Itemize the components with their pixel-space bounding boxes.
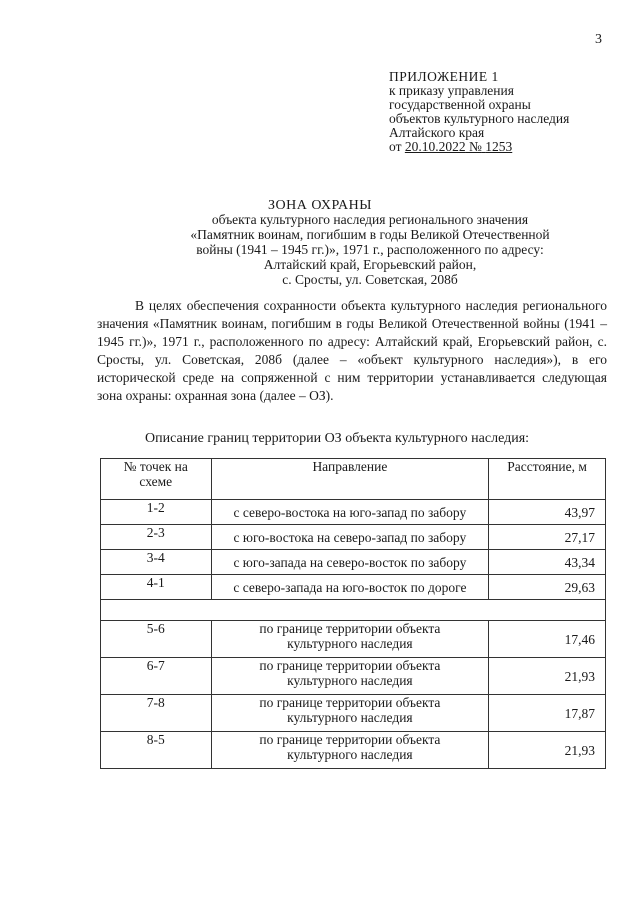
cell-points: 1-2 [101,500,212,525]
cell-direction: с юго-запада на северо-восток по забору [211,550,489,575]
cell-distance: 17,87 [489,695,606,732]
zone-subtitle [150,212,590,287]
appendix-line: к приказу управления [389,83,514,98]
appendix-title: ПРИЛОЖЕНИЕ 1 [389,69,499,84]
header-points [101,459,212,500]
direction-line: культурного наследия [287,673,413,688]
cell-distance: 43,34 [489,550,606,575]
appendix-date-line [389,140,569,154]
cell-direction [211,658,489,695]
appendix-line: Алтайского края [389,125,485,140]
direction-line: по границе территории объекта [259,621,441,636]
table-row [101,500,606,525]
table-row [101,658,606,695]
table-row [101,732,606,769]
cell-points: 8-5 [101,732,212,769]
cell-points: 2-3 [101,525,212,550]
cell-points: 5-6 [101,621,212,658]
table-row [101,525,606,550]
direction-line: по границе территории объекта [259,658,441,673]
appendix-block [389,70,569,154]
page-number: 3 [595,32,602,47]
cell-points: 4-1 [101,575,212,600]
cell-distance: 27,17 [489,525,606,550]
cell-distance: 17,46 [489,621,606,658]
zone-subtitle-line: «Памятник воинам, погибшим в годы Великой Отечественной [190,227,550,242]
table-separator-row [101,600,606,621]
header-points-line: № точек на [123,459,188,474]
cell-points: 6-7 [101,658,212,695]
date-prefix: от [389,139,402,154]
zone-title: ЗОНА ОХРАНЫ [268,198,372,213]
appendix-line: объектов культурного наследия [389,111,570,126]
table-row [101,695,606,732]
cell-points: 3-4 [101,550,212,575]
cell-direction: с юго-востока на северо-запад по забору [211,525,489,550]
body-paragraph: В целях обеспечения сохранности объекта культурного наследия регионального значения «Памятник воинам, погибшим в годы Великой Отечественной войны (1941 – 1945 гг.)», 1971 г., расположенного по адресу: Алтайский край, Егорьевский район, с. Сросты, ул. Советская, 208б (далее – «объект культурного наследия»), в его исторической среде на сопряженной с ним территории устанавливается следующая зона охраны: охранная зона (далее – ОЗ). [97,298,607,403]
cell-distance: 21,93 [489,732,606,769]
table-row [101,550,606,575]
direction-line: по границе территории объекта [259,695,441,710]
direction-line: культурного наследия [287,747,413,762]
cell-direction [211,695,489,732]
direction-line: культурного наследия [287,710,413,725]
header-distance: Расстояние, м [489,459,606,500]
number-prefix: № [468,139,482,154]
cell-distance: 29,63 [489,575,606,600]
cell-direction [211,621,489,658]
cell-direction: с северо-запада на юго-восток по дороге [211,575,489,600]
zone-subtitle-line: объекта культурного наследия регионального значения [211,212,529,227]
separator-cell [101,600,606,621]
direction-line: культурного наследия [287,636,413,651]
table-row [101,575,606,600]
order-number: 1253 [485,139,513,154]
header-direction: Направление [211,459,489,500]
cell-direction: с северо-востока на юго-запад по забору [211,500,489,525]
order-date: 20.10.2022 [404,139,466,154]
cell-distance: 21,93 [489,658,606,695]
appendix-line: государственной охраны [389,97,531,112]
table-header-row [101,459,606,500]
cell-distance: 43,97 [489,500,606,525]
zone-subtitle-line: с. Сросты, ул. Советская, 208б [282,272,458,287]
table-row [101,621,606,658]
direction-line: по границе территории объекта [259,732,441,747]
boundaries-table [100,458,606,769]
cell-points: 7-8 [101,695,212,732]
cell-direction [211,732,489,769]
header-points-line: схеме [139,474,173,489]
zone-subtitle-line: войны (1941 – 1945 гг.)», 1971 г., расположенного по адресу: [196,242,544,257]
table-caption: Описание границ территории ОЗ объекта культурного наследия: [145,431,530,446]
zone-subtitle-line: Алтайский край, Егорьевский район, [263,257,477,272]
